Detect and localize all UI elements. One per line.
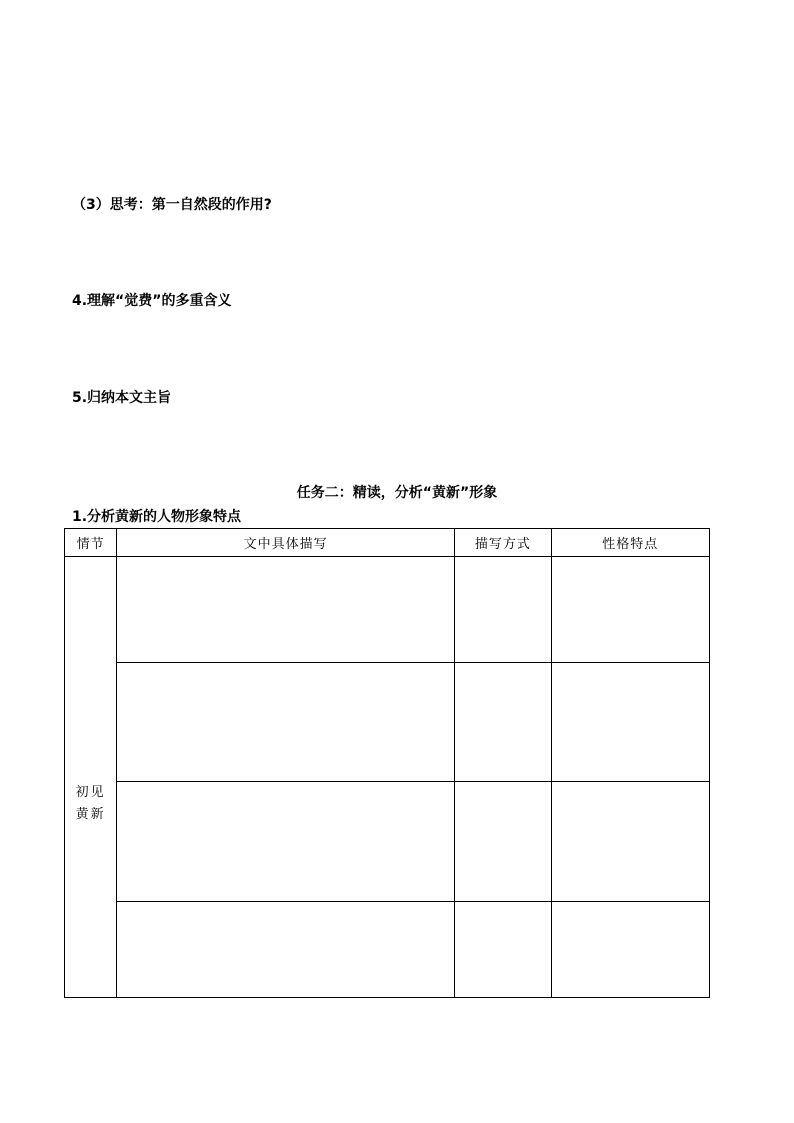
character-analysis-table: [64, 528, 710, 998]
method-cell[interactable]: [455, 902, 551, 998]
description-cell[interactable]: [117, 663, 455, 782]
question-5: 5.归纳本文主旨: [72, 390, 172, 406]
question-4: 4.理解“觉费”的多重含义: [72, 293, 232, 309]
trait-cell[interactable]: [551, 557, 710, 663]
method-cell[interactable]: [455, 663, 551, 782]
question-3: （3）思考：第一自然段的作用?: [72, 197, 272, 213]
table-header-row: [65, 529, 710, 557]
trait-cell[interactable]: [551, 902, 710, 998]
description-cell[interactable]: [117, 902, 455, 998]
header-plot: 情节: [65, 529, 117, 557]
trait-cell[interactable]: [551, 782, 710, 902]
description-cell[interactable]: [117, 557, 455, 663]
table-caption: 1.分析黄新的人物形象特点: [72, 509, 242, 525]
method-cell[interactable]: [455, 557, 551, 663]
header-trait: 性格特点: [551, 529, 710, 557]
table-row: [65, 902, 710, 998]
header-method: 描写方式: [455, 529, 551, 557]
description-cell[interactable]: [117, 782, 455, 902]
table-row: [65, 663, 710, 782]
method-cell[interactable]: [455, 782, 551, 902]
table-row: [65, 782, 710, 902]
task-2-title: 任务二：精读，分析“黄新”形象: [296, 485, 498, 501]
header-description: 文中具体描写: [117, 529, 455, 557]
trait-cell[interactable]: [551, 663, 710, 782]
plot-cell: [65, 557, 117, 998]
table-row: [65, 557, 710, 663]
plot-label: 初见黄新: [75, 785, 106, 822]
